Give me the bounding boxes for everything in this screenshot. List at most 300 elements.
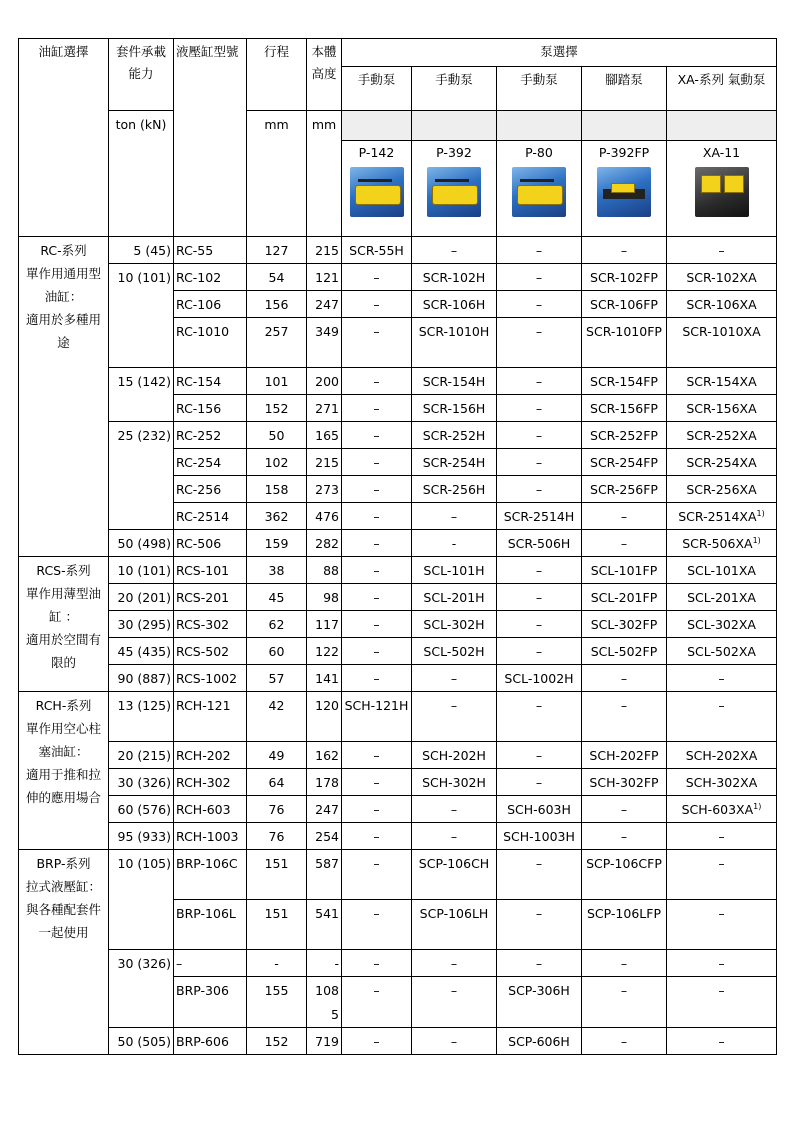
pump-set-value: SCH-302XA	[685, 775, 758, 790]
cylinder-model: RC-1010	[174, 318, 247, 368]
pump-set	[497, 395, 582, 422]
pump-set	[582, 530, 667, 557]
pump-set	[582, 237, 667, 264]
pump-set	[497, 291, 582, 318]
pump-set-value: –	[373, 856, 380, 871]
pump-set-value: –	[718, 906, 725, 921]
pump-set	[412, 584, 497, 611]
pump-set	[582, 557, 667, 584]
height-mm: 273	[307, 476, 342, 503]
pump-set-value: –	[373, 829, 380, 844]
pump-set	[582, 796, 667, 823]
pump-set-value: SCR-256FP	[590, 482, 658, 497]
pump-set-value: SCL-302XA	[687, 617, 756, 632]
cylinder-model: RCS-101	[174, 557, 247, 584]
pump-set-value: –	[450, 829, 458, 844]
capacity: 20 (201)	[109, 584, 174, 611]
pump-set	[412, 900, 497, 950]
pump-set-value: –	[373, 563, 380, 578]
stroke-mm: 76	[247, 823, 307, 850]
pump-set-value: SCL-201XA	[687, 590, 756, 605]
pump-set-value: SCP-106LH	[419, 906, 489, 921]
pump-set	[342, 291, 412, 318]
pump-set-value: –	[373, 956, 380, 971]
cylinder-model: RC-2514	[174, 503, 247, 530]
pump-set	[582, 422, 667, 449]
pump-set	[582, 368, 667, 395]
series-group-line: 單作用空心柱塞油缸：	[25, 721, 101, 759]
pump-set	[497, 823, 582, 850]
height-mm: 121	[307, 264, 342, 291]
pump-set-value: –	[620, 698, 628, 713]
pump-set	[582, 950, 667, 977]
pump-set	[342, 557, 412, 584]
series-group-line: 單作用薄型油缸 ：	[25, 586, 101, 624]
series-group-line: BRP-系列	[36, 856, 91, 871]
pump-set-value: SCH-302FP	[589, 775, 659, 790]
height-mm: 122	[307, 638, 342, 665]
stroke-mm: 60	[247, 638, 307, 665]
pump-model-label: P-392	[436, 145, 472, 160]
pump-set	[667, 611, 777, 638]
foot-pump-image	[597, 167, 651, 217]
stroke-mm: 102	[247, 449, 307, 476]
pump-set-value: SCR-256H	[422, 482, 486, 497]
pump-model-label: P-142	[358, 145, 395, 160]
capacity: 15 (142)	[109, 368, 174, 422]
pump-type: 手動泵	[412, 67, 497, 111]
pump-set	[412, 742, 497, 769]
pump-set-value: –	[620, 243, 628, 258]
height-mm: 541	[307, 900, 342, 950]
pump-set	[412, 449, 497, 476]
pump-set-value: SCP-606H	[508, 1034, 570, 1049]
series-group-line: 拉式液壓缸：與各種配套件一起使用	[25, 879, 101, 940]
pump-set-value: –	[535, 644, 543, 659]
pump-set-value: –	[535, 374, 543, 389]
stroke-mm: 156	[247, 291, 307, 318]
pump-set	[412, 977, 497, 1028]
pump-set	[582, 318, 667, 368]
pump-set	[497, 503, 582, 530]
footnote-mark: 1)	[753, 801, 762, 811]
stroke-mm: 362	[247, 503, 307, 530]
pump-set-value: –	[450, 956, 458, 971]
pump-set	[582, 769, 667, 796]
pump-set	[342, 665, 412, 692]
stroke-mm: 257	[247, 318, 307, 368]
pump-set-value: –	[450, 243, 458, 258]
pump-set-value: –	[718, 671, 725, 686]
pump-set-value: SCL-101H	[423, 563, 485, 578]
pump-set-value: SCR-156FP	[590, 401, 658, 416]
stroke-mm: 152	[247, 1028, 307, 1055]
pump-set-value: SCR-254FP	[590, 455, 658, 470]
pump-set-value: SCR-1010XA	[682, 324, 761, 339]
cylinder-model: RC-254	[174, 449, 247, 476]
capacity: 45 (435)	[109, 638, 174, 665]
pump-set-value: SCR-256XA	[686, 482, 757, 497]
pump-set-value: SCR-252H	[422, 428, 486, 443]
pump-set-value: SCR-506XA	[682, 536, 753, 551]
stroke-mm: 45	[247, 584, 307, 611]
pump-set	[667, 503, 777, 530]
footnote-mark: 1)	[756, 508, 765, 518]
cylinder-model: BRP-106C	[174, 850, 247, 900]
header-height: 本體高度	[307, 39, 342, 111]
pump-set	[342, 395, 412, 422]
pump-model	[342, 141, 412, 237]
header-stroke: 行程	[247, 39, 307, 111]
pump-set-value: –	[535, 243, 543, 258]
pump-set	[497, 318, 582, 368]
pump-set	[667, 977, 777, 1028]
pump-set-value: –	[620, 983, 628, 998]
pump-set	[497, 476, 582, 503]
pump-set	[497, 557, 582, 584]
pump-set	[342, 449, 412, 476]
pump-set	[497, 796, 582, 823]
pump-set	[412, 796, 497, 823]
pump-set-value: SCL-101FP	[590, 563, 658, 578]
capacity: 13 (125)	[109, 692, 174, 742]
stroke-mm: 101	[247, 368, 307, 395]
pump-set	[342, 264, 412, 291]
pump-set	[412, 530, 497, 557]
pump-set-value: SCR-106XA	[686, 297, 757, 312]
pump-set-value: SCL-502H	[423, 644, 485, 659]
pump-set-value: –	[450, 509, 458, 524]
pump-set	[667, 692, 777, 742]
yellow-hand-pump-image	[427, 167, 481, 217]
air-pump-image	[695, 167, 749, 217]
pump-set-value: –	[373, 536, 380, 551]
pump-set	[582, 291, 667, 318]
pump-set-value: SCL-302H	[423, 617, 485, 632]
pump-set-value: –	[450, 1034, 458, 1049]
pump-set	[667, 237, 777, 264]
pump-set-value: –	[535, 590, 543, 605]
pump-set	[412, 950, 497, 977]
pump-set	[497, 742, 582, 769]
stroke-mm: 76	[247, 796, 307, 823]
pump-set	[412, 237, 497, 264]
pump-model	[667, 141, 777, 237]
pump-set-value: SCP-106LFP	[587, 906, 661, 921]
stroke-mm: 57	[247, 665, 307, 692]
pump-set	[582, 611, 667, 638]
pump-set	[582, 692, 667, 742]
cylinder-model: RCS-201	[174, 584, 247, 611]
pump-set	[412, 769, 497, 796]
pump-set-value: –	[373, 455, 380, 470]
series-group-line: RCH-系列	[35, 698, 92, 713]
stroke-mm: 64	[247, 769, 307, 796]
stroke-mm: 155	[247, 977, 307, 1028]
pump-set-value: SCL-302FP	[590, 617, 658, 632]
pump-set	[497, 850, 582, 900]
pump-set	[412, 476, 497, 503]
pump-model-label: P-392FP	[598, 145, 650, 160]
pump-set	[342, 823, 412, 850]
capacity: 10 (105)	[109, 850, 174, 950]
grey-band	[412, 111, 497, 141]
pump-set	[667, 584, 777, 611]
height-mm: 98	[307, 584, 342, 611]
pump-set-value: –	[373, 617, 380, 632]
pump-type: 手動泵	[342, 67, 412, 111]
pump-set	[497, 692, 582, 742]
pump-set	[667, 823, 777, 850]
pump-set-value: –	[373, 270, 380, 285]
stroke-mm: 151	[247, 900, 307, 950]
height-mm: 215	[307, 237, 342, 264]
pump-set-value: –	[718, 856, 725, 871]
pump-set-value: –	[450, 802, 458, 817]
unit-capacity: ton (kN)	[109, 111, 174, 237]
pump-set	[412, 395, 497, 422]
pump-set-value: –	[535, 401, 543, 416]
stroke-mm: 127	[247, 237, 307, 264]
pump-set	[412, 850, 497, 900]
capacity: 25 (232)	[109, 422, 174, 530]
pump-set-value: SCR-154H	[422, 374, 486, 389]
series-group-line: 適用于推和拉伸的應用場合	[25, 767, 101, 805]
cylinder-model: RC-154	[174, 368, 247, 395]
cylinder-model: RC-106	[174, 291, 247, 318]
pump-set-value: SCH-603XA	[681, 802, 754, 817]
capacity: 30 (295)	[109, 611, 174, 638]
height-mm: 178	[307, 769, 342, 796]
height-mm: 165	[307, 422, 342, 449]
pump-set-value: SCR-102FP	[590, 270, 658, 285]
pump-set-value: –	[373, 671, 380, 686]
stroke-mm: -	[247, 950, 307, 977]
pump-set-value: –	[718, 243, 725, 258]
cylinder-model: RC-55	[174, 237, 247, 264]
pump-set	[667, 422, 777, 449]
pump-set-value: –	[535, 906, 543, 921]
pump-set	[667, 665, 777, 692]
stroke-mm: 62	[247, 611, 307, 638]
height-mm: 271	[307, 395, 342, 422]
cylinder-model: RCS-302	[174, 611, 247, 638]
pump-model	[497, 141, 582, 237]
pump-set	[582, 584, 667, 611]
pump-type: XA-系列 氣動泵	[667, 67, 777, 111]
pump-set	[412, 264, 497, 291]
pump-set-value: SCP-106CFP	[586, 856, 662, 871]
grey-band	[667, 111, 777, 141]
pump-set	[667, 900, 777, 950]
pump-set	[342, 977, 412, 1028]
pump-model	[412, 141, 497, 237]
pump-set	[667, 291, 777, 318]
pump-set-value: –	[620, 956, 628, 971]
pump-set	[497, 900, 582, 950]
pump-set	[667, 449, 777, 476]
pump-set	[342, 368, 412, 395]
pump-set	[342, 503, 412, 530]
pump-set	[667, 318, 777, 368]
pump-set	[497, 584, 582, 611]
pump-set-value: –	[535, 428, 543, 443]
series-group-line: RCS-系列	[36, 563, 91, 578]
pump-set-value: –	[535, 455, 543, 470]
pump-set	[582, 1028, 667, 1055]
series-group	[19, 557, 109, 692]
pump-set	[582, 665, 667, 692]
height-mm: 120	[307, 692, 342, 742]
height-mm: 200	[307, 368, 342, 395]
pump-set	[582, 449, 667, 476]
stroke-mm: 159	[247, 530, 307, 557]
stroke-mm: 38	[247, 557, 307, 584]
pump-set-value: –	[450, 698, 458, 713]
pump-set-value: SCL-502XA	[687, 644, 756, 659]
height-mm: 88	[307, 557, 342, 584]
pump-set	[342, 476, 412, 503]
pump-set	[497, 530, 582, 557]
capacity: 30 (326)	[109, 950, 174, 1028]
pump-set	[667, 742, 777, 769]
pump-set-value: SCR-2514H	[503, 509, 575, 524]
pump-set	[497, 611, 582, 638]
pump-set	[667, 850, 777, 900]
pump-set-value: –	[373, 775, 380, 790]
pump-set	[342, 900, 412, 950]
pump-set	[582, 850, 667, 900]
pump-set	[667, 530, 777, 557]
series-group-line: 適用於多種用途	[25, 312, 101, 350]
pump-set-value: –	[373, 509, 380, 524]
pump-set-value: SCR-252XA	[686, 428, 757, 443]
series-group-line: 單作用通用型油缸：	[25, 266, 101, 304]
pump-set-value: –	[373, 401, 380, 416]
capacity: 60 (576)	[109, 796, 174, 823]
capacity: 5 (45)	[109, 237, 174, 264]
pump-set-value: SCL-201H	[423, 590, 485, 605]
pump-set-value: SCH-603H	[507, 802, 571, 817]
pump-set-value: –	[373, 374, 380, 389]
pump-set	[342, 742, 412, 769]
capacity: 10 (101)	[109, 557, 174, 584]
pump-set	[497, 368, 582, 395]
pump-set	[667, 796, 777, 823]
pump-set-value: SCL-1002H	[504, 671, 574, 686]
pump-set	[667, 476, 777, 503]
pump-set	[342, 850, 412, 900]
pump-set-value: –	[373, 1034, 380, 1049]
pump-set	[342, 950, 412, 977]
series-group-line: 適用於空間有限的	[25, 632, 101, 670]
cylinder-model: RC-256	[174, 476, 247, 503]
pump-set-value: –	[535, 297, 543, 312]
pump-set-value: SCR-156XA	[686, 401, 757, 416]
capacity: 95 (933)	[109, 823, 174, 850]
pump-set-value: –	[450, 983, 458, 998]
pump-set	[582, 503, 667, 530]
stroke-mm: 151	[247, 850, 307, 900]
unit-height: mm	[307, 111, 342, 237]
cylinder-model: RCH-202	[174, 742, 247, 769]
height-mm: 282	[307, 530, 342, 557]
pump-set	[667, 638, 777, 665]
pump-set-value: SCR-154XA	[686, 374, 757, 389]
header-model: 液壓缸型號	[174, 39, 247, 237]
pump-set-value: –	[718, 829, 725, 844]
pump-set-value: SCR-102XA	[686, 270, 757, 285]
pump-set-value: –	[373, 324, 380, 339]
pump-model	[582, 141, 667, 237]
pump-set-value: SCR-106H	[422, 297, 486, 312]
pump-set-value: –	[718, 1034, 725, 1049]
pump-set	[497, 422, 582, 449]
cylinder-model: RCH-603	[174, 796, 247, 823]
stroke-mm: 50	[247, 422, 307, 449]
pump-model-label: P-80	[525, 145, 553, 160]
pump-set	[497, 264, 582, 291]
pump-set	[667, 395, 777, 422]
stroke-mm: 49	[247, 742, 307, 769]
pump-set-value: –	[620, 536, 628, 551]
cylinder-pump-selection-table	[18, 38, 777, 1055]
pump-set	[342, 638, 412, 665]
pump-set-value: –	[373, 428, 380, 443]
height-mm: 349	[307, 318, 342, 368]
capacity: 90 (887)	[109, 665, 174, 692]
pump-set-value: –	[450, 671, 458, 686]
stroke-mm: 42	[247, 692, 307, 742]
height-mm: -	[307, 950, 342, 977]
pump-set-value: SCH-302H	[422, 775, 486, 790]
footnote-mark: 1)	[752, 535, 761, 545]
height-mm: 162	[307, 742, 342, 769]
pump-set-value: SCR-252FP	[590, 428, 658, 443]
pump-set-value: –	[620, 509, 628, 524]
header-capacity: 套件承載能力	[109, 39, 174, 111]
cylinder-model: RC-252	[174, 422, 247, 449]
pump-set	[667, 950, 777, 977]
pump-set-value: –	[535, 324, 543, 339]
cylinder-model: RCH-302	[174, 769, 247, 796]
pump-set-value: –	[535, 748, 543, 763]
pump-set-value: –	[535, 856, 543, 871]
pump-set	[412, 291, 497, 318]
pump-set-value: SCR-254XA	[686, 455, 757, 470]
cylinder-model: BRP-106L	[174, 900, 247, 950]
yellow-hand-pump-image	[512, 167, 566, 217]
pump-set	[582, 900, 667, 950]
stroke-mm: 54	[247, 264, 307, 291]
pump-set-value: SCH-202XA	[685, 748, 758, 763]
pump-set	[412, 1028, 497, 1055]
pump-set-value: SCR-254H	[422, 455, 486, 470]
pump-set	[342, 237, 412, 264]
pump-set	[342, 1028, 412, 1055]
pump-set	[412, 557, 497, 584]
pump-set-value: SCR-156H	[422, 401, 486, 416]
pump-set	[582, 742, 667, 769]
pump-set	[497, 769, 582, 796]
pump-set	[342, 692, 412, 742]
pump-set-value: –	[620, 829, 628, 844]
pump-set-value: –	[535, 270, 543, 285]
pump-set	[412, 422, 497, 449]
height-mm: 476	[307, 503, 342, 530]
series-group-line: RC-系列	[40, 243, 87, 258]
pump-set	[497, 237, 582, 264]
